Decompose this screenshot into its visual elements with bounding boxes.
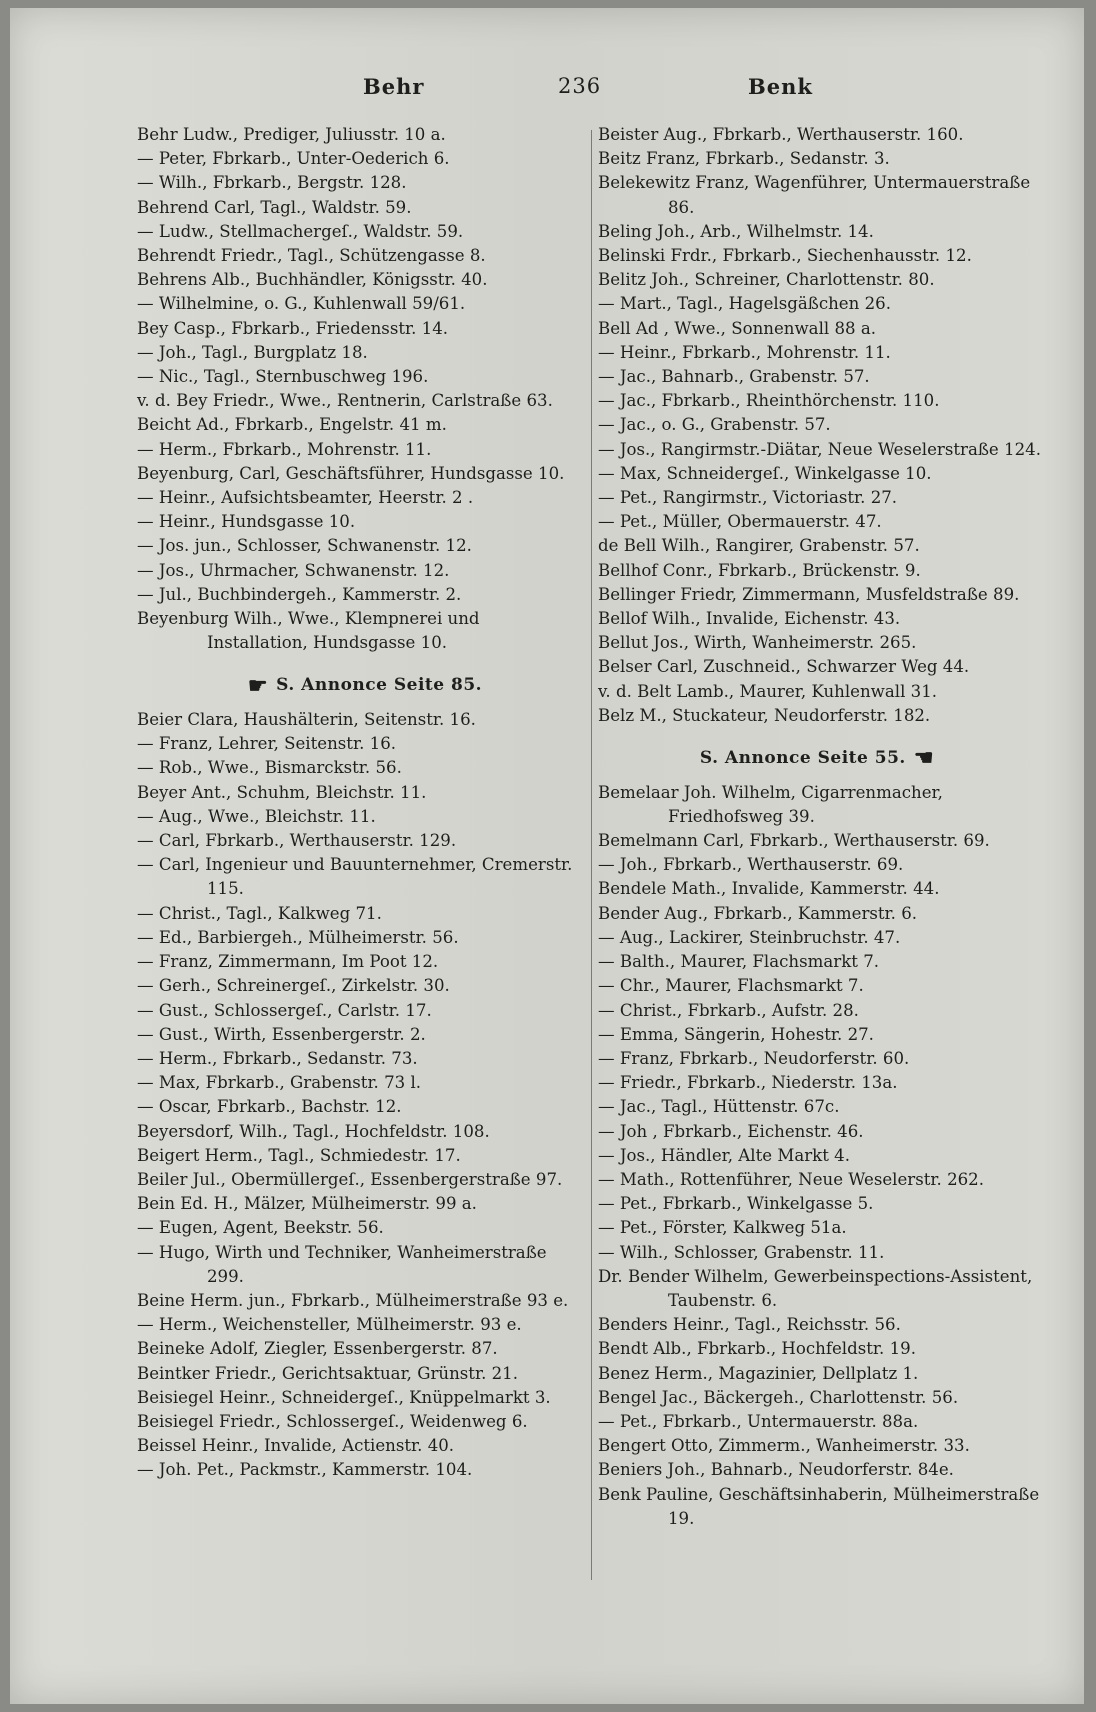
directory-entry: — Wilh., Fbrkarb., Bergstr. 128. xyxy=(137,173,407,193)
directory-entry: Bellof Wilh., Invalide, Eichenstr. 43. xyxy=(598,609,901,629)
directory-entry: Beicht Ad., Fbrkarb., Engelstr. 41 m. xyxy=(137,415,447,435)
header-left-keyword: Behr xyxy=(363,74,425,99)
directory-entry: — Herm., Fbrkarb., Mohrenstr. 11. xyxy=(137,439,432,459)
directory-entry: Bein Ed. H., Mälzer, Mülheimerstr. 99 a. xyxy=(137,1194,477,1214)
directory-entry: — Ed., Barbiergeh., Mülheimerstr. 56. xyxy=(137,927,459,947)
directory-entry: — Jos., Uhrmacher, Schwanenstr. 12. xyxy=(137,560,450,580)
left-annonce-text: S. Annonce Seite 85. xyxy=(276,675,483,696)
directory-entry: Benk Pauline, Geschäftsinhaberin, Mülheimerstraße 19. xyxy=(598,1484,1040,1528)
directory-entry: Beine Herm. jun., Fbrkarb., Mülheimerstraße 93 e. xyxy=(137,1290,569,1310)
right-entries-2 xyxy=(598,781,1044,1531)
directory-entry: — Herm., Fbrkarb., Sedanstr. 73. xyxy=(137,1048,418,1068)
directory-entry: Beitz Franz, Fbrkarb., Sedanstr. 3. xyxy=(598,149,890,169)
directory-entry: — Gerh., Schreinergeſ., Zirkelstr. 30. xyxy=(137,976,450,996)
directory-entry: Beineke Adolf, Ziegler, Essenbergerstr. 87. xyxy=(137,1339,498,1359)
directory-entry: Belinski Frdr., Fbrkarb., Siechenhausstr. 12. xyxy=(598,246,972,266)
directory-entry: — Friedr., Fbrkarb., Niederstr. 13a. xyxy=(598,1073,898,1093)
directory-entry: — Aug., Wwe., Bleichstr. 11. xyxy=(137,806,376,826)
directory-entry: Bengert Otto, Zimmerm., Wanheimerstr. 33. xyxy=(598,1436,970,1456)
directory-entry: — Nic., Tagl., Sternbuschweg 196. xyxy=(137,367,429,387)
directory-entry: Behrens Alb., Buchhändler, Königsstr. 40. xyxy=(137,270,488,290)
directory-entry: Beissel Heinr., Invalide, Actienstr. 40. xyxy=(137,1436,455,1456)
right-column xyxy=(598,123,1044,1531)
right-annonce-text: S. Annonce Seite 55. xyxy=(699,748,906,769)
directory-entry: — Jos., Rangirmstr.-Diätar, Neue Weselerstraße 124. xyxy=(598,439,1041,459)
directory-entry: — Rob., Wwe., Bismarckstr. 56. xyxy=(137,758,402,778)
directory-entry: — Joh. Pet., Packmstr., Kammerstr. 104. xyxy=(137,1460,473,1480)
directory-entry: — Balth., Maurer, Flachsmarkt 7. xyxy=(598,952,880,972)
column-divider xyxy=(591,130,592,1580)
directory-entry: Beisiegel Friedr., Schlossergeſ., Weidenweg 6. xyxy=(137,1411,528,1431)
directory-entry: — Math., Rottenführer, Neue Weselerstr. 262. xyxy=(598,1169,985,1189)
directory-entry: — Max, Fbrkarb., Grabenstr. 73 l. xyxy=(137,1073,422,1093)
directory-entry: Bendt Alb., Fbrkarb., Hochfeldstr. 19. xyxy=(598,1339,916,1359)
directory-entry: Beister Aug., Fbrkarb., Werthauserstr. 160. xyxy=(598,125,964,144)
directory-entry: Dr. Bender Wilhelm, Gewerbeinspections-Assistent, Taubenstr. 6. xyxy=(598,1266,1033,1310)
directory-entry: Bellhof Conr., Fbrkarb., Brückenstr. 9. xyxy=(598,560,921,580)
left-entries-2 xyxy=(137,708,585,1483)
directory-entry: Beigert Herm., Tagl., Schmiedestr. 17. xyxy=(137,1145,461,1165)
directory-entry: Behrendt Friedr., Tagl., Schützengasse 8. xyxy=(137,246,486,266)
directory-entry: — Gust., Schlossergeſ., Carlstr. 17. xyxy=(137,1000,432,1020)
directory-entry: — Gust., Wirth, Essenbergerstr. 2. xyxy=(137,1024,426,1044)
directory-entry: — Chr., Maurer, Flachsmarkt 7. xyxy=(598,976,864,996)
page-header xyxy=(10,68,1084,108)
right-annonce xyxy=(598,746,1044,771)
directory-entry: — Eugen, Agent, Beekstr. 56. xyxy=(137,1218,384,1238)
directory-entry: Beyer Ant., Schuhm, Bleichstr. 11. xyxy=(137,782,427,802)
directory-entry: — Joh., Tagl., Burgplatz 18. xyxy=(137,342,368,362)
directory-entry: — Pet., Fbrkarb., Winkelgasse 5. xyxy=(598,1194,874,1214)
pointing-hand-left-icon: ☚ xyxy=(913,745,935,772)
directory-entry: — Jos. jun., Schlosser, Schwanenstr. 12. xyxy=(137,536,472,556)
directory-entry: — Jul., Buchbindergeh., Kammerstr. 2. xyxy=(137,584,462,604)
directory-entry: Beintker Friedr., Gerichtsaktuar, Grünstr. 21. xyxy=(137,1363,519,1383)
directory-entry: — Max, Schneidergeſ., Winkelgasse 10. xyxy=(598,463,932,483)
directory-entry: v. d. Belt Lamb., Maurer, Kuhlenwall 31. xyxy=(598,681,938,701)
directory-entry: Benez Herm., Magazinier, Dellplatz 1. xyxy=(598,1363,919,1383)
directory-entry: — Christ., Tagl., Kalkweg 71. xyxy=(137,903,382,923)
header-right-keyword: Benk xyxy=(748,74,813,99)
directory-entry: — Pet., Fbrkarb., Untermauerstr. 88a. xyxy=(598,1411,919,1431)
directory-entry: Bellut Jos., Wirth, Wanheimerstr. 265. xyxy=(598,633,917,653)
directory-entry: — Peter, Fbrkarb., Unter-Oederich 6. xyxy=(137,149,450,169)
directory-entry: — Ludw., Stellmachergeſ., Waldstr. 59. xyxy=(137,221,464,241)
directory-entry: Bey Casp., Fbrkarb., Friedensstr. 14. xyxy=(137,318,449,338)
directory-entry: — Franz, Fbrkarb., Neudorferstr. 60. xyxy=(598,1048,910,1068)
directory-entry: Beyenburg, Carl, Geschäftsführer, Hundsgasse 10. xyxy=(137,463,565,483)
directory-entry: Bengel Jac., Bäckergeh., Charlottenstr. 56. xyxy=(598,1387,959,1407)
directory-entry: — Jac., o. G., Grabenstr. 57. xyxy=(598,415,831,435)
directory-entry: — Franz, Lehrer, Seitenstr. 16. xyxy=(137,734,397,754)
directory-entry: — Heinr., Aufsichtsbeamter, Heerstr. 2 . xyxy=(137,488,474,508)
directory-entry: — Wilhelmine, o. G., Kuhlenwall 59/61. xyxy=(137,294,466,314)
directory-entry: Benders Heinr., Tagl., Reichsstr. 56. xyxy=(598,1315,901,1335)
directory-page xyxy=(10,8,1084,1704)
left-column xyxy=(137,123,585,1483)
directory-entry: — Jos., Händler, Alte Markt 4. xyxy=(598,1145,851,1165)
directory-entry: de Bell Wilh., Rangirer, Grabenstr. 57. xyxy=(598,536,920,556)
directory-entry: Bemelaar Joh. Wilhelm, Cigarrenmacher, Friedhofsweg 39. xyxy=(598,782,943,826)
directory-entry: v. d. Bey Friedr., Wwe., Rentnerin, Carlstraße 63. xyxy=(137,391,553,411)
directory-entry: Beyersdorf, Wilh., Tagl., Hochfeldstr. 108. xyxy=(137,1121,490,1141)
directory-entry: — Jac., Tagl., Hüttenstr. 67c. xyxy=(598,1097,840,1117)
directory-entry: Bellinger Friedr, Zimmermann, Musfeldstraße 89. xyxy=(598,584,1020,604)
directory-entry: — Aug., Lackirer, Steinbruchstr. 47. xyxy=(598,927,901,947)
directory-entry: Bender Aug., Fbrkarb., Kammerstr. 6. xyxy=(598,903,918,923)
directory-entry: — Mart., Tagl., Hagelsgäßchen 26. xyxy=(598,294,891,314)
directory-entry: — Carl, Ingenieur und Bauunternehmer, Cremerstr. 115. xyxy=(137,855,573,899)
directory-entry: — Carl, Fbrkarb., Werthauserstr. 129. xyxy=(137,831,457,851)
directory-entry: Bell Ad , Wwe., Sonnenwall 88 a. xyxy=(598,318,877,338)
directory-entry: Belekewitz Franz, Wagenführer, Untermauerstraße 86. xyxy=(598,173,1031,217)
directory-entry: Beling Joh., Arb., Wilhelmstr. 14. xyxy=(598,221,874,241)
directory-entry: Belser Carl, Zuschneid., Schwarzer Weg 44. xyxy=(598,657,970,677)
directory-entry: — Pet., Müller, Obermauerstr. 47. xyxy=(598,512,882,532)
directory-entry: Belitz Joh., Schreiner, Charlottenstr. 80. xyxy=(598,270,935,290)
directory-entry: — Emma, Sängerin, Hohestr. 27. xyxy=(598,1024,874,1044)
directory-entry: — Oscar, Fbrkarb., Bachstr. 12. xyxy=(137,1097,402,1117)
directory-entry: — Pet., Rangirmstr., Victoriastr. 27. xyxy=(598,488,898,508)
directory-entry: Belz M., Stuckateur, Neudorferstr. 182. xyxy=(598,705,931,725)
directory-entry: — Joh., Fbrkarb., Werthauserstr. 69. xyxy=(598,855,904,875)
directory-entry: — Jac., Bahnarb., Grabenstr. 57. xyxy=(598,367,870,387)
directory-entry: Behr Ludw., Prediger, Juliusstr. 10 a. xyxy=(137,125,446,144)
directory-entry: Beiler Jul., Obermüllergeſ., Essenbergerstraße 97. xyxy=(137,1169,563,1189)
directory-entry: — Hugo, Wirth und Techniker, Wanheimerstraße 299. xyxy=(137,1242,547,1286)
directory-entry: — Heinr., Fbrkarb., Mohrenstr. 11. xyxy=(598,342,891,362)
right-entries-1 xyxy=(598,123,1044,728)
directory-entry: — Franz, Zimmermann, Im Poot 12. xyxy=(137,952,439,972)
directory-entry: — Heinr., Hundsgasse 10. xyxy=(137,512,356,532)
directory-entry: Bemelmann Carl, Fbrkarb., Werthauserstr. 69. xyxy=(598,831,990,851)
left-entries-1 xyxy=(137,123,585,655)
directory-entry: Beniers Joh., Bahnarb., Neudorferstr. 84e. xyxy=(598,1460,954,1480)
directory-entry: — Jac., Fbrkarb., Rheinthörchenstr. 110. xyxy=(598,391,940,411)
left-annonce xyxy=(137,673,585,698)
directory-entry: — Herm., Weichensteller, Mülheimerstr. 93 e. xyxy=(137,1315,522,1335)
directory-entry: — Wilh., Schlosser, Grabenstr. 11. xyxy=(598,1242,885,1262)
directory-entry: — Joh , Fbrkarb., Eichenstr. 46. xyxy=(598,1121,864,1141)
directory-entry: — Pet., Förster, Kalkweg 51a. xyxy=(598,1218,847,1238)
directory-entry: Beier Clara, Haushälterin, Seitenstr. 16. xyxy=(137,710,476,730)
directory-entry: Beisiegel Heinr., Schneidergeſ., Knüppelmarkt 3. xyxy=(137,1387,551,1407)
directory-entry: Bendele Math., Invalide, Kammerstr. 44. xyxy=(598,879,940,899)
directory-entry: — Christ., Fbrkarb., Aufstr. 28. xyxy=(598,1000,859,1020)
directory-entry: Beyenburg Wilh., Wwe., Klempnerei und Installation, Hundsgasse 10. xyxy=(137,609,480,653)
pointing-hand-icon: ☛ xyxy=(247,672,269,699)
page-number: 236 xyxy=(558,74,602,98)
directory-entry: Behrend Carl, Tagl., Waldstr. 59. xyxy=(137,197,412,217)
